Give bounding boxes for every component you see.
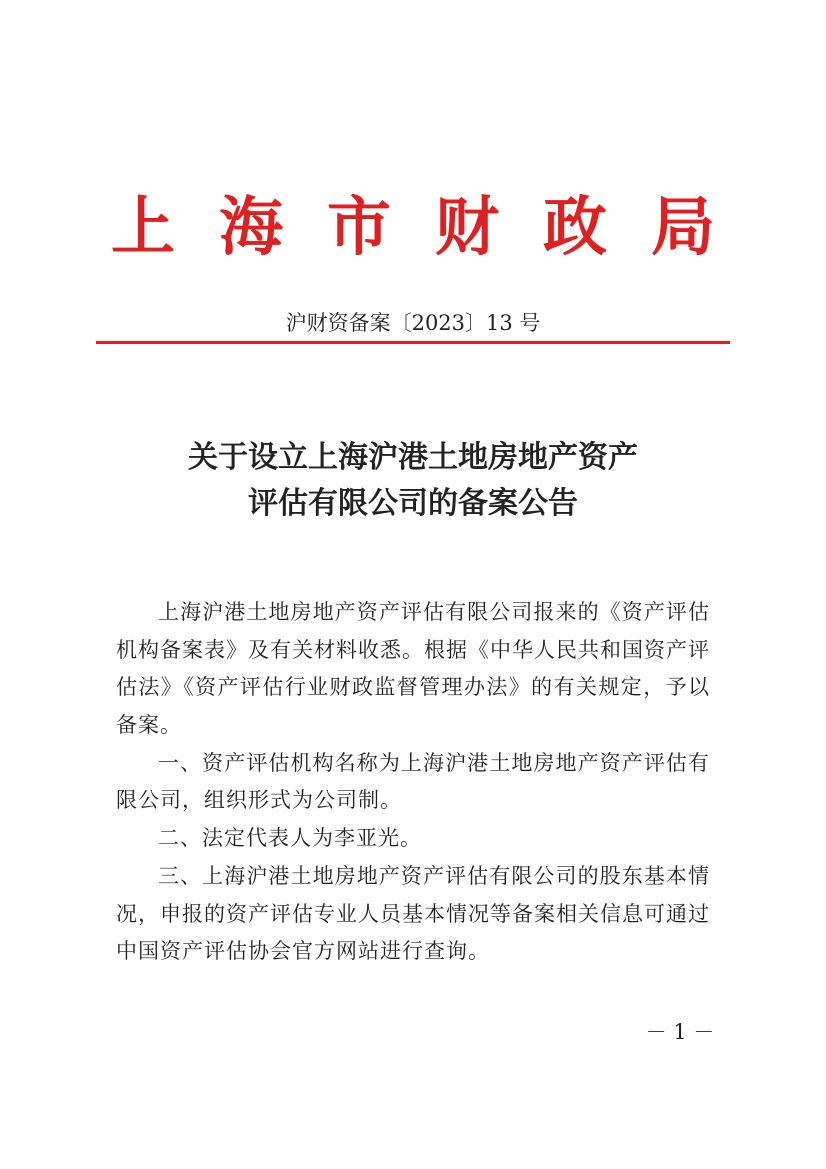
title-line-2: 评估有限公司的备案公告 [248, 486, 578, 521]
body-paragraph: 三、上海沪港土地房地产资产评估有限公司的股东基本情况，申报的资产评估专业人员基本情况等备案相关信息可通过中国资产评估协会官方网站进行查询。 [116, 864, 710, 964]
body-paragraph: 上海沪港土地房地产资产评估有限公司报来的《资产评估机构备案表》及有关材料收悉。根据《中华人民共和国资产评估法》《资产评估行业财政监督管理办法》的有关规定，予以备案。 [116, 600, 710, 737]
document-title [0, 435, 826, 527]
body-paragraph: 一、资产评估机构名称为上海沪港土地房地产资产评估有限公司，组织形式为公司制。 [116, 750, 710, 813]
letterhead-title: 上海市财政局 [111, 190, 759, 265]
document-body [116, 594, 710, 971]
title-line-1: 关于设立上海沪港土地房地产资产 [188, 440, 638, 475]
document-number: 沪财资备案〔2023〕13 号 [285, 311, 541, 335]
page-number: － 1 － [645, 1020, 715, 1044]
body-paragraph: 二、法定代表人为李亚光。 [158, 826, 422, 851]
red-divider [96, 341, 730, 344]
